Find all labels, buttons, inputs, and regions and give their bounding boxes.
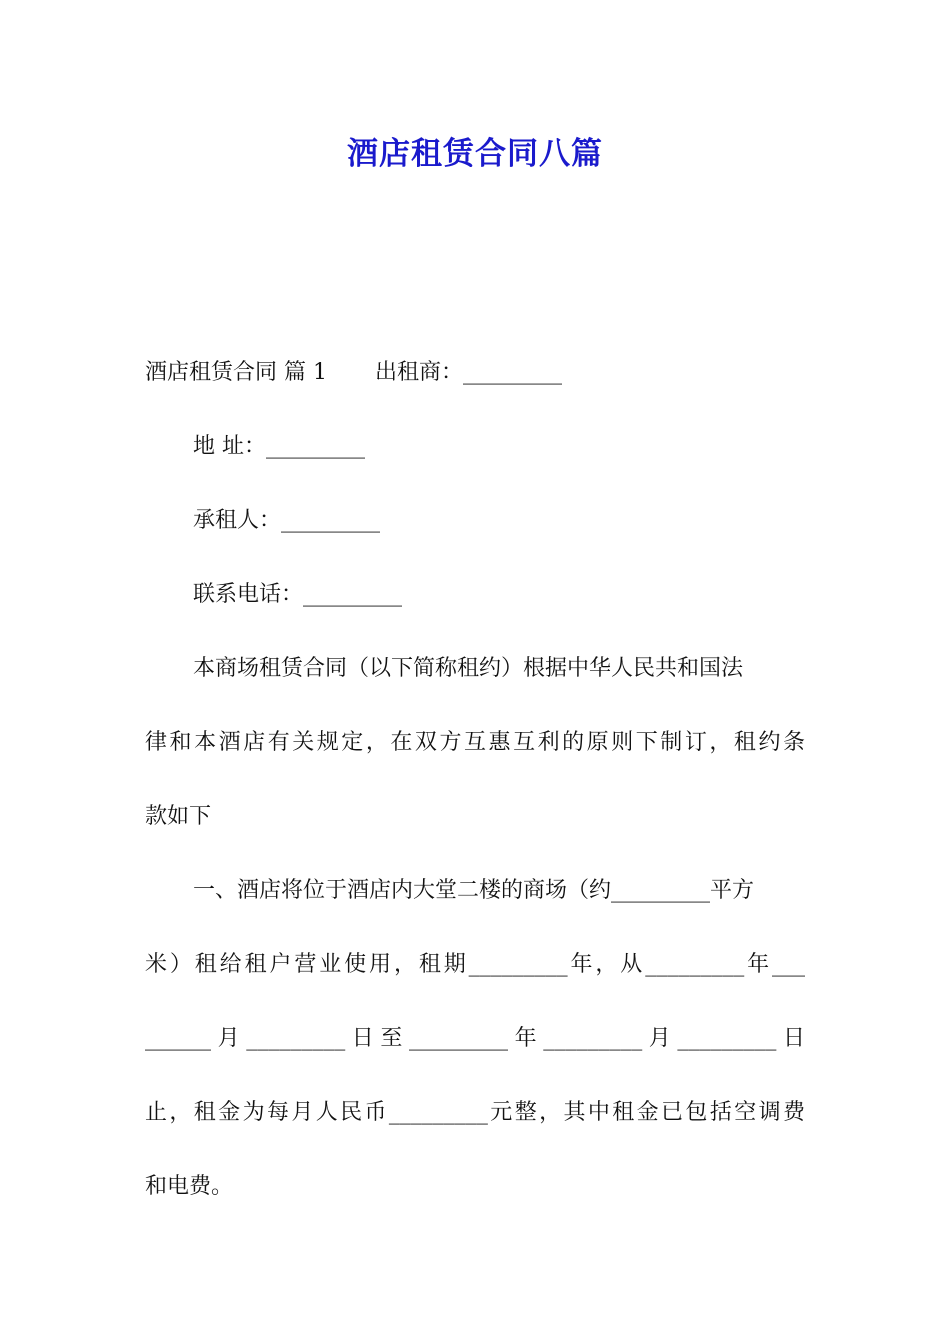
paragraph-line: 和电费。 bbox=[145, 1174, 234, 1199]
document-title: 酒店租赁合同八篇 bbox=[347, 136, 603, 172]
paragraph-line: ______月_________日至_________年_________月_________日 bbox=[145, 1026, 805, 1051]
paragraph-line: 一、酒店将位于酒店内大堂二楼的商场（约_________平方 bbox=[193, 878, 755, 903]
paragraph-line: 款如下 bbox=[145, 804, 212, 829]
paragraph-line: 律和本酒店有关规定，在双方互惠互利的原则下制订，租约条 bbox=[145, 730, 805, 755]
contract-section-label: 酒店租赁合同 篇 1 bbox=[145, 360, 327, 385]
paragraph-line: 本商场租赁合同（以下简称租约）根据中华人民共和国法 bbox=[193, 656, 744, 681]
phone-field: 联系电话：_________ bbox=[193, 582, 403, 607]
lessee-field: 承租人：_________ bbox=[193, 508, 381, 533]
document-body bbox=[145, 336, 805, 1224]
contract-heading-line bbox=[145, 336, 805, 410]
paragraph-line: 止，租金为每月人民币_________元整，其中租金已包括空调费 bbox=[145, 1100, 805, 1125]
lessor-field: 出租商：_________ bbox=[374, 360, 562, 385]
address-field: 地 址：_________ bbox=[193, 434, 365, 459]
paragraph-line: 米）租给租户营业使用，租期_________年，从_________年___ bbox=[145, 952, 805, 977]
